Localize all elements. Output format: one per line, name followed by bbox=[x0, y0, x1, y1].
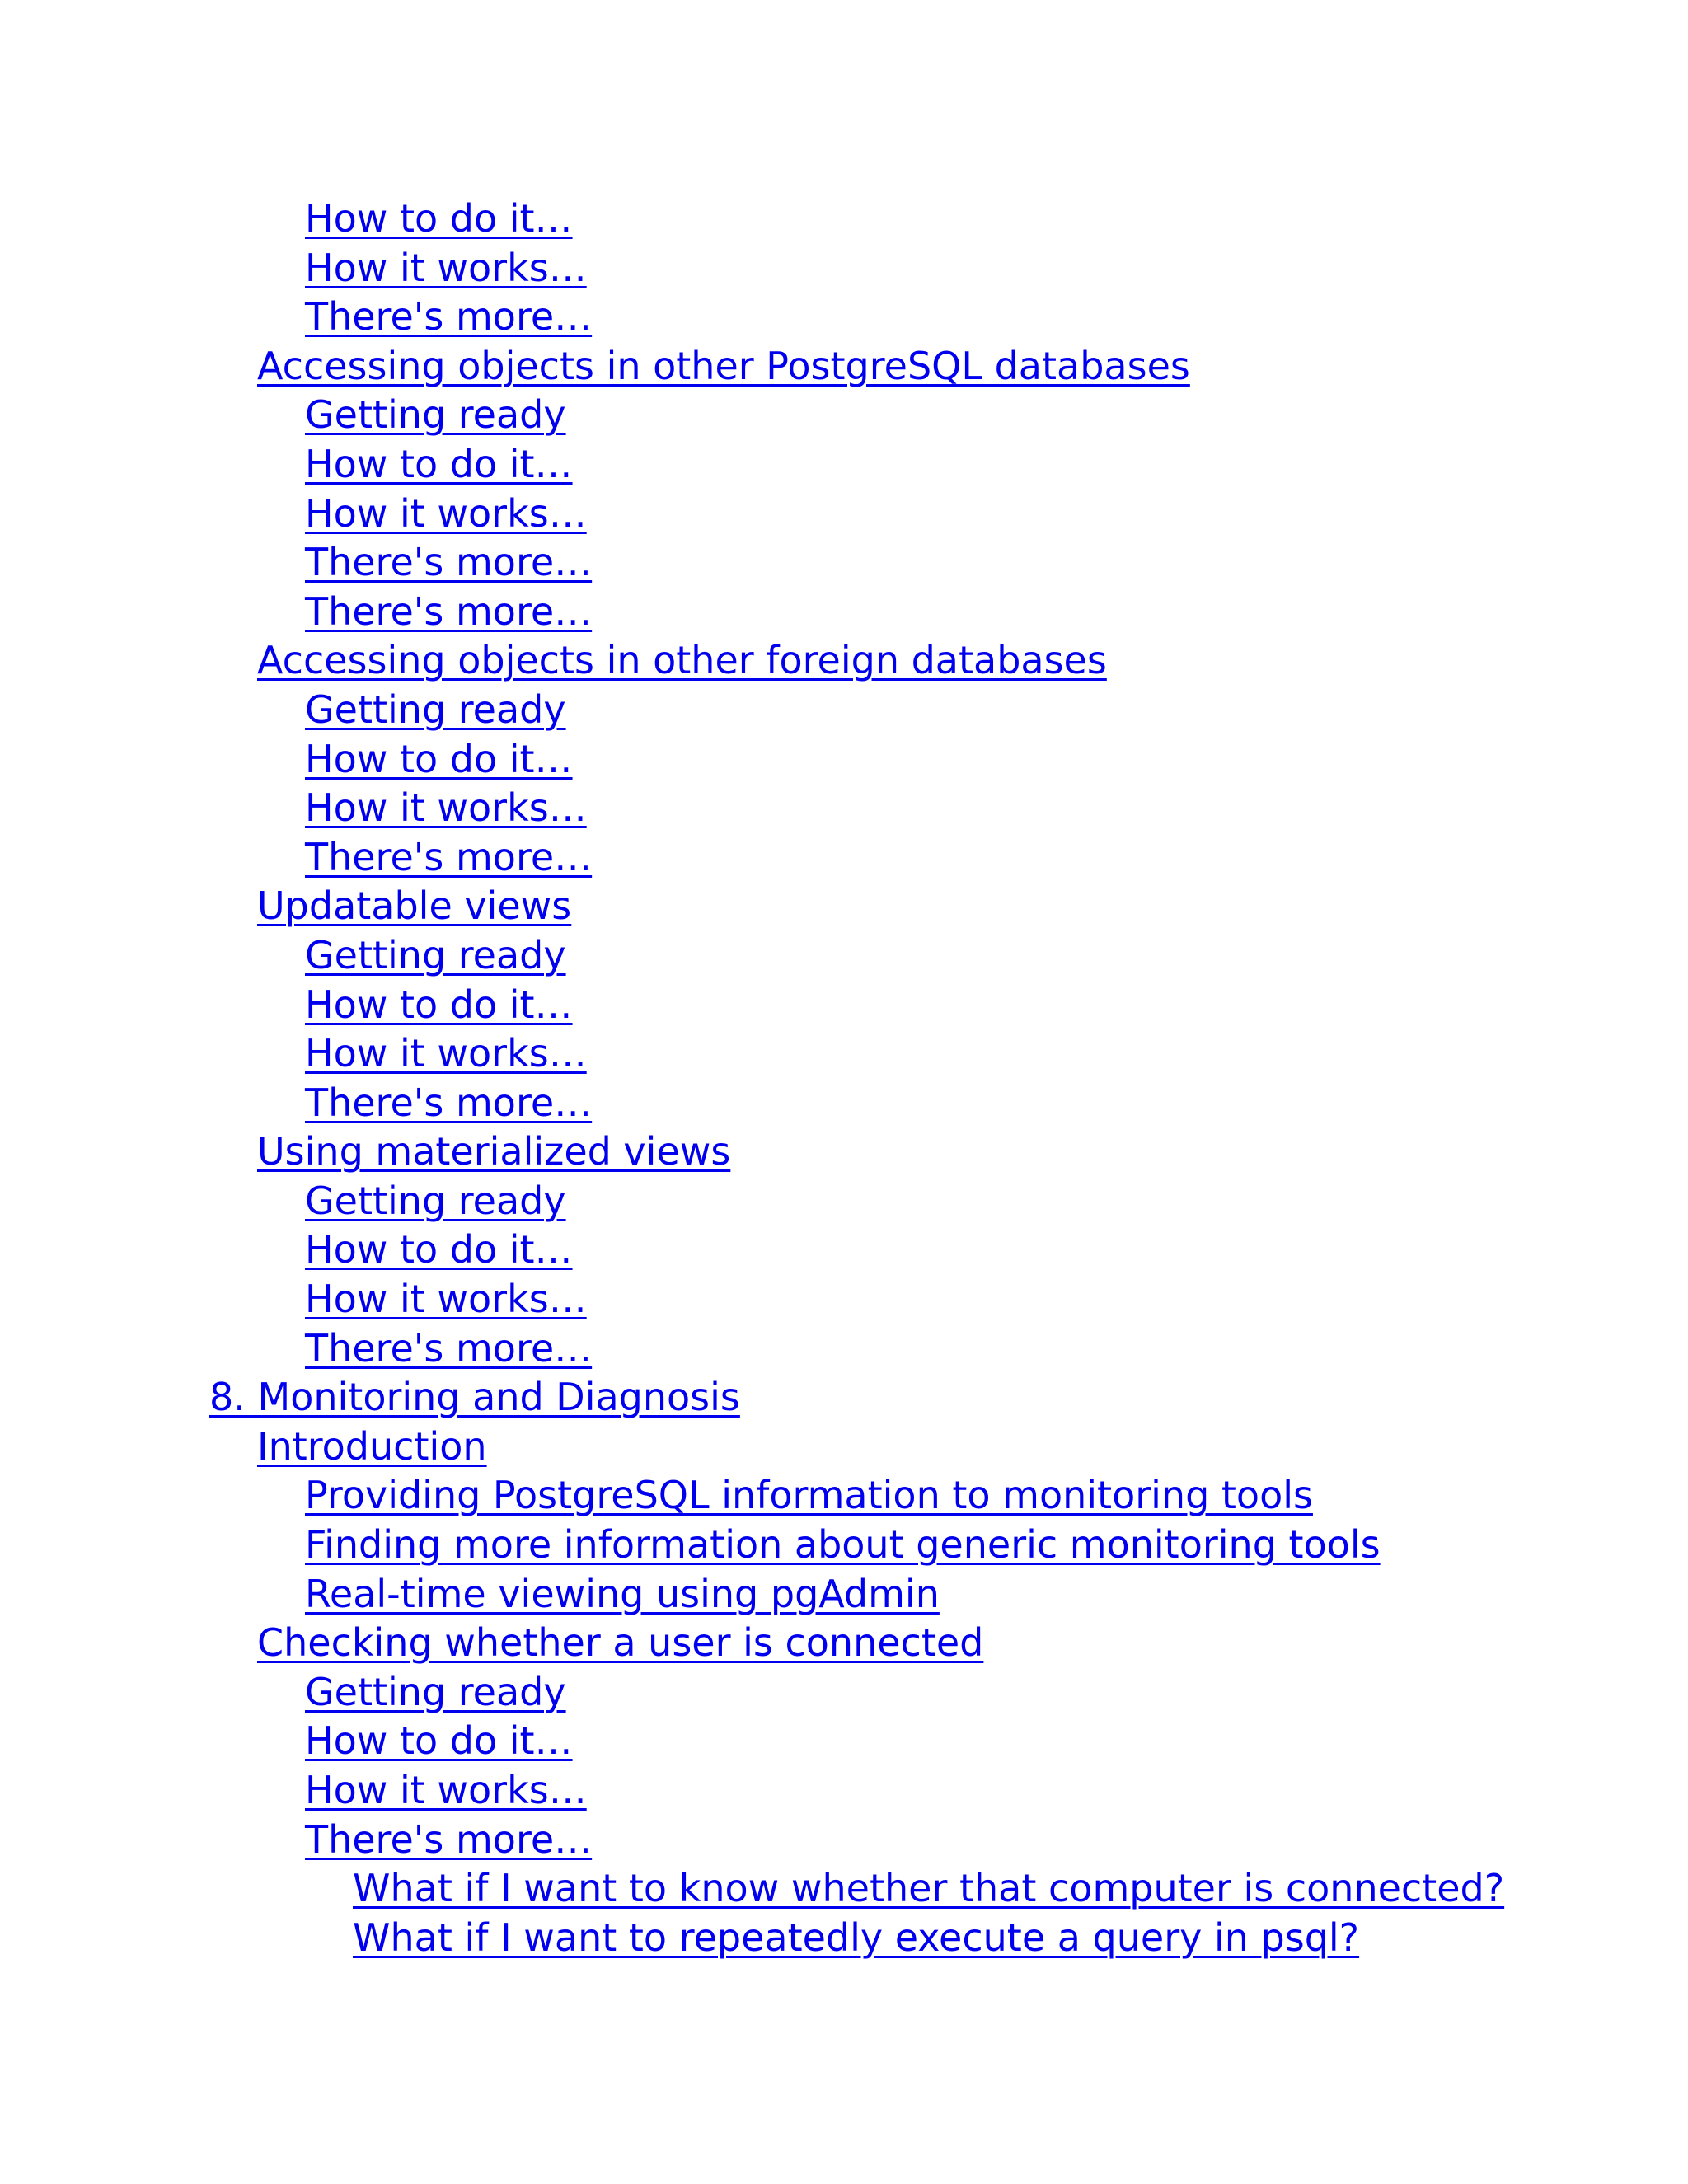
toc-link[interactable]: Getting ready bbox=[305, 932, 566, 977]
toc-entry bbox=[0, 784, 1688, 833]
toc-link[interactable]: Accessing objects in other PostgreSQL databases bbox=[257, 343, 1190, 388]
toc-entry bbox=[0, 735, 1688, 785]
toc-link[interactable]: There's more… bbox=[305, 588, 593, 634]
toc-entry bbox=[0, 1914, 1688, 1963]
toc-entry bbox=[0, 440, 1688, 490]
toc-link[interactable]: How it works… bbox=[305, 785, 587, 831]
toc-entry bbox=[0, 490, 1688, 539]
toc-link[interactable]: There's more… bbox=[305, 540, 593, 585]
toc-link[interactable]: There's more… bbox=[305, 1325, 593, 1371]
toc-entry bbox=[0, 1864, 1688, 1914]
toc-entry bbox=[0, 1324, 1688, 1374]
toc-entry bbox=[0, 1766, 1688, 1816]
toc-link[interactable]: There's more… bbox=[305, 1080, 593, 1125]
toc-link[interactable]: How to do it… bbox=[305, 196, 573, 241]
toc-entry bbox=[0, 1177, 1688, 1226]
toc-link[interactable]: Getting ready bbox=[305, 1178, 566, 1223]
toc-entry bbox=[0, 1816, 1688, 1865]
toc-link[interactable]: Checking whether a user is connected bbox=[257, 1620, 984, 1666]
toc-link[interactable]: How to do it… bbox=[305, 736, 573, 781]
toc-entry bbox=[0, 588, 1688, 637]
toc-entry bbox=[0, 1275, 1688, 1324]
toc-link[interactable]: How it works… bbox=[305, 1768, 587, 1812]
toc-link[interactable]: How to do it… bbox=[305, 1718, 573, 1764]
toc-entry bbox=[0, 538, 1688, 588]
toc-entry bbox=[0, 882, 1688, 931]
toc-link[interactable]: What if I want to repeatedly execute a query in psql? bbox=[353, 1915, 1360, 1960]
toc-link[interactable]: There's more… bbox=[305, 1816, 593, 1862]
toc-entry bbox=[0, 1717, 1688, 1766]
toc-link[interactable]: Getting ready bbox=[305, 392, 566, 438]
toc-link[interactable]: How it works… bbox=[305, 1277, 587, 1322]
toc-link[interactable]: How to do it… bbox=[305, 441, 573, 486]
toc-entry bbox=[0, 686, 1688, 735]
toc-link[interactable]: Accessing objects in other foreign databases bbox=[257, 638, 1107, 683]
toc-entry bbox=[0, 244, 1688, 293]
toc-link[interactable]: Using materialized views bbox=[257, 1129, 731, 1174]
toc-link[interactable]: How to do it… bbox=[305, 982, 573, 1027]
toc-link[interactable]: Finding more information about generic monitoring tools bbox=[305, 1522, 1381, 1568]
toc-link[interactable]: How it works… bbox=[305, 245, 587, 290]
toc-entry bbox=[0, 931, 1688, 981]
toc-entry bbox=[0, 1029, 1688, 1079]
toc-entry bbox=[0, 1619, 1688, 1668]
toc-link[interactable]: There's more… bbox=[305, 294, 593, 340]
toc-entry bbox=[0, 636, 1688, 686]
toc-entry bbox=[0, 1570, 1688, 1619]
table-of-contents bbox=[0, 194, 1688, 1962]
toc-entry bbox=[0, 981, 1688, 1030]
toc-link[interactable]: What if I want to know whether that computer is connected? bbox=[353, 1866, 1505, 1911]
toc-entry bbox=[0, 1373, 1688, 1422]
toc-link[interactable]: How it works… bbox=[305, 490, 587, 536]
toc-entry bbox=[0, 1521, 1688, 1570]
toc-link[interactable]: How to do it… bbox=[305, 1227, 573, 1272]
toc-entry bbox=[0, 1668, 1688, 1718]
toc-link[interactable]: 8. Monitoring and Diagnosis bbox=[209, 1375, 740, 1420]
toc-entry bbox=[0, 1079, 1688, 1128]
toc-entry bbox=[0, 342, 1688, 391]
toc-entry bbox=[0, 391, 1688, 440]
toc-link[interactable]: Introduction bbox=[257, 1423, 487, 1469]
toc-link[interactable]: Updatable views bbox=[257, 883, 572, 929]
toc-entry bbox=[0, 1226, 1688, 1275]
toc-entry bbox=[0, 1471, 1688, 1521]
toc-link[interactable]: Getting ready bbox=[305, 1669, 566, 1714]
toc-link[interactable]: There's more… bbox=[305, 834, 593, 879]
toc-link[interactable]: Real-time viewing using pgAdmin bbox=[305, 1571, 940, 1616]
toc-link[interactable]: Getting ready bbox=[305, 687, 566, 732]
toc-entry bbox=[0, 1127, 1688, 1177]
toc-link[interactable]: Providing PostgreSQL information to monitoring tools bbox=[305, 1473, 1313, 1518]
toc-link[interactable]: How it works… bbox=[305, 1031, 587, 1076]
toc-entry bbox=[0, 293, 1688, 342]
toc-entry bbox=[0, 833, 1688, 883]
toc-entry bbox=[0, 1422, 1688, 1472]
toc-entry bbox=[0, 194, 1688, 244]
